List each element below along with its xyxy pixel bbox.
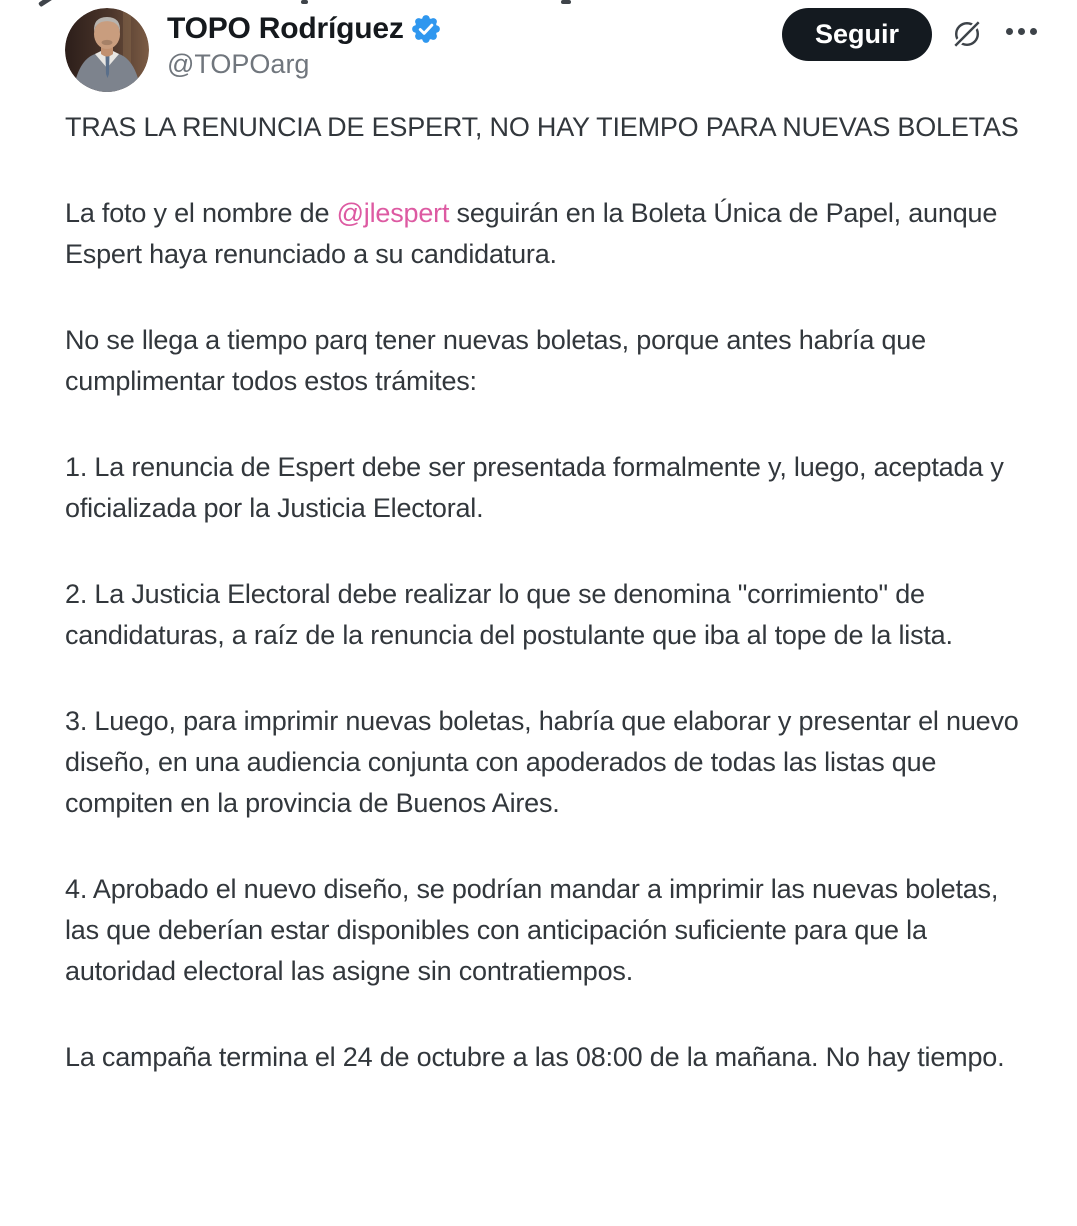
- author-name-row: [167, 12, 441, 46]
- tweet-list-item-2: 2. La Justicia Electoral debe realizar lo que se denomina "corrimiento" de candidaturas, a raíz de la renuncia del postulante que iba al tope de la lista.: [65, 579, 953, 650]
- text-after-mention: seguirán en la Boleta Única de Papel, aunque Espert haya renunciado a su candidatura.: [65, 198, 998, 269]
- author-avatar[interactable]: [65, 8, 149, 92]
- header-actions: [782, 8, 1037, 61]
- tweet-paragraph-intro: No se llega a tiempo parq tener nuevas boletas, porque antes habría que cumplimentar todos estos trámites:: [65, 325, 926, 396]
- more-options-icon[interactable]: [1006, 28, 1037, 35]
- tweet-paragraph-link: [65, 193, 1037, 275]
- follow-button[interactable]: Seguir: [782, 8, 932, 61]
- cropped-text-fragments: [0, 0, 1077, 8]
- author-name[interactable]: TOPO Rodríguez: [167, 12, 404, 45]
- grok-icon[interactable]: [952, 19, 982, 49]
- tweet-header: [65, 8, 1037, 92]
- tweet-headline: TRAS LA RENUNCIA DE ESPERT, NO HAY TIEMPO PARA NUEVAS BOLETAS: [65, 112, 1019, 142]
- tweet-list-item-1: 1. La renuncia de Espert debe ser presentada formalmente y, luego, aceptada y oficializada por la Justicia Electoral.: [65, 452, 1004, 523]
- verified-badge-icon: [411, 14, 441, 44]
- mention-link-jlespert[interactable]: @jlespert: [336, 198, 450, 228]
- text-before-mention: La foto y el nombre de: [65, 198, 337, 228]
- author-block: [167, 8, 441, 82]
- tweet-list-item-3: 3. Luego, para imprimir nuevas boletas, habría que elaborar y presentar el nuevo diseño, en una audiencia conjunta con apoderados de todas las listas que compiten en la provincia de Buenos Aires.: [65, 706, 1019, 818]
- tweet-text: [65, 107, 1037, 1078]
- avatar-photo: [65, 8, 149, 92]
- tweet-list-item-4: 4. Aprobado el nuevo diseño, se podrían mandar a imprimir las nuevas boletas, las que deberían estar disponibles con anticipación suficiente para que la autoridad electoral las asigne sin contratiempos.: [65, 874, 999, 986]
- author-handle[interactable]: @TOPOarg: [167, 49, 310, 79]
- tweet-closing: La campaña termina el 24 de octubre a las 08:00 de la mañana. No hay tiempo.: [65, 1042, 1005, 1072]
